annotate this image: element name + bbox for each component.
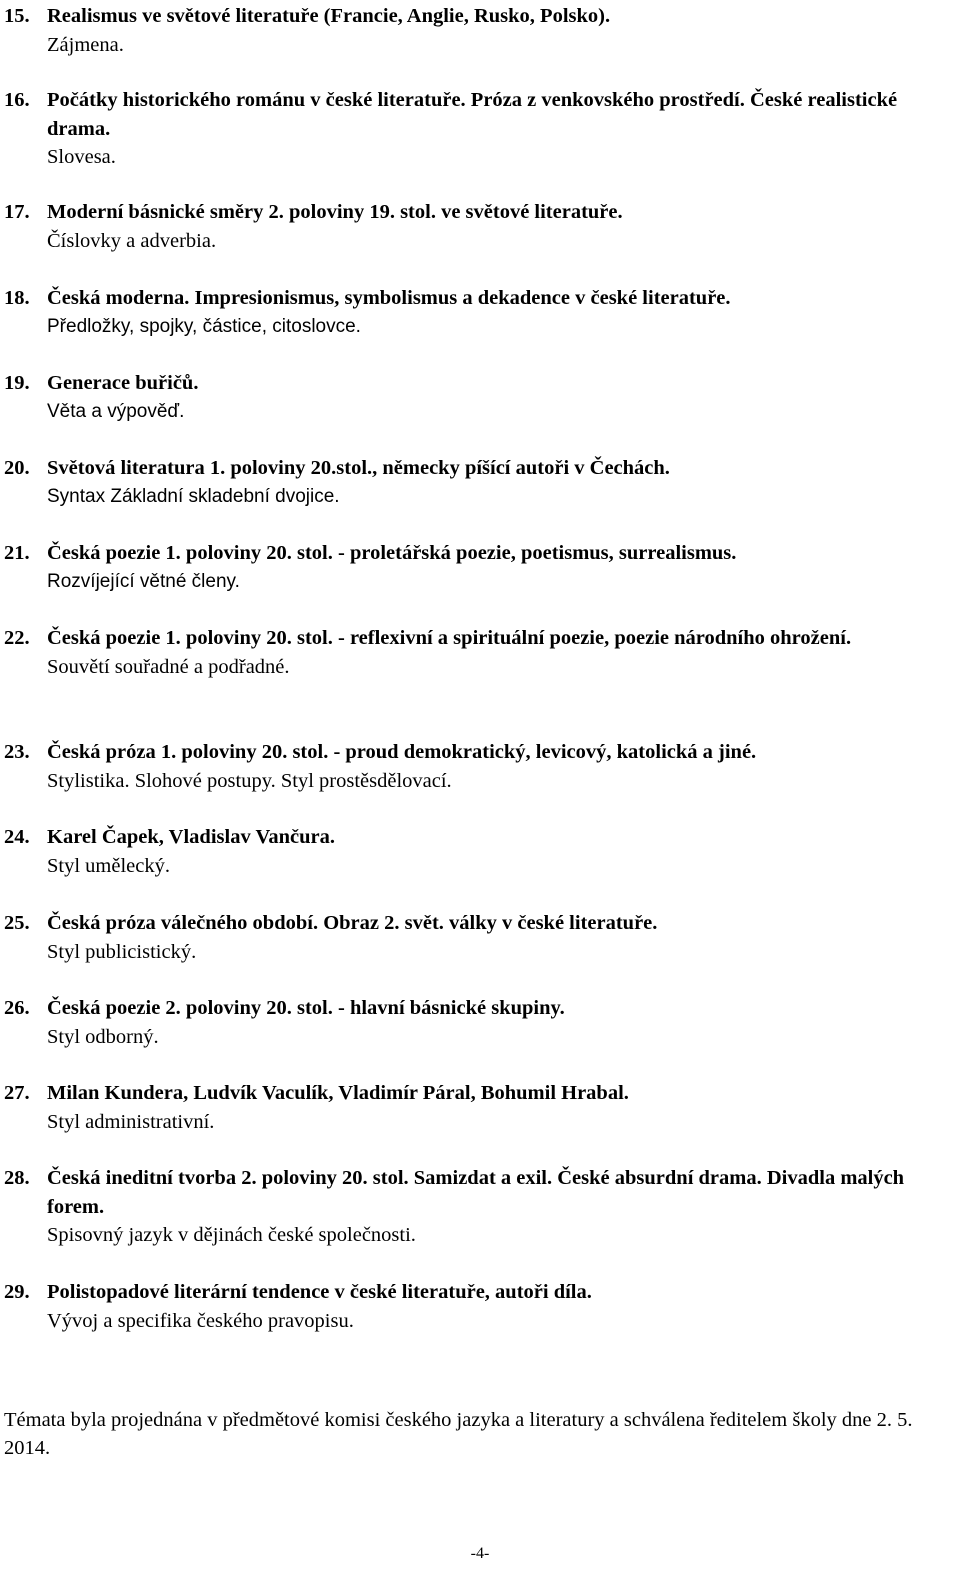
- topic-number: 15.: [4, 5, 30, 27]
- topic-title: Česká próza válečného období. Obraz 2. svět. války v české literatuře.: [47, 912, 658, 934]
- topic-item: [4, 909, 954, 966]
- topic-item: [4, 284, 954, 341]
- topic-item: [4, 86, 954, 172]
- topic-subtopic: Styl administrativní.: [47, 1110, 215, 1133]
- topic-number: 25.: [4, 912, 30, 934]
- topic-number: 27.: [4, 1082, 30, 1104]
- topic-item: [4, 624, 954, 681]
- topic-title: Milan Kundera, Ludvík Vaculík, Vladimír Páral, Bohumil Hrabal.: [47, 1082, 629, 1104]
- topic-title: Česká moderna. Impresionismus, symbolismus a dekadence v české literatuře.: [47, 287, 731, 309]
- topic-item: [4, 2, 954, 59]
- topic-subtopic: Rozvíjející větné členy.: [47, 570, 240, 592]
- topic-title: Karel Čapek, Vladislav Vančura.: [47, 826, 336, 848]
- topic-number: 28.: [4, 1167, 30, 1189]
- topic-item: [4, 198, 954, 255]
- topic-number: 19.: [4, 372, 30, 394]
- topic-title: Česká poezie 1. poloviny 20. stol. - proletářská poezie, poetismus, surrealismus.: [47, 542, 737, 564]
- topic-title: Česká próza 1. poloviny 20. stol. - proud demokratický, levicový, katolická a jiné.: [47, 741, 757, 763]
- topic-subtopic: Předložky, spojky, částice, citoslovce.: [47, 315, 361, 337]
- topic-title: Česká ineditní tvorba 2. poloviny 20. stol. Samizdat a exil. České absurdní drama. Divadla malých forem.: [47, 1167, 905, 1218]
- topic-item: [4, 454, 954, 511]
- topic-number: 16.: [4, 89, 30, 111]
- topic-item: [4, 1278, 954, 1335]
- topic-item: [4, 1079, 954, 1136]
- topic-title: Polistopadové literární tendence v české literatuře, autoři díla.: [47, 1281, 592, 1303]
- topic-subtopic: Styl umělecký.: [47, 854, 170, 877]
- topic-title: Česká poezie 2. poloviny 20. stol. - hlavní básnické skupiny.: [47, 997, 565, 1019]
- topic-subtopic: Slovesa.: [47, 146, 116, 168]
- topic-title: Světová literatura 1. poloviny 20.stol., německy píšící autoři v Čechách.: [47, 457, 670, 479]
- topic-title: Moderní básnické směry 2. poloviny 19. stol. ve světové literatuře.: [47, 201, 623, 223]
- topic-subtopic: Zájmena.: [47, 33, 124, 56]
- page-number: -4-: [470, 1545, 490, 1562]
- topic-title: Počátky historického románu v české literatuře. Próza z venkovského prostředí. České realistické drama.: [47, 89, 898, 140]
- topic-subtopic: Spisovný jazyk v dějinách české společnosti.: [47, 1224, 416, 1246]
- topic-item: [4, 1164, 954, 1250]
- topic-number: 18.: [4, 287, 30, 309]
- topic-subtopic: Vývoj a specifika českého pravopisu.: [47, 1309, 354, 1332]
- topic-number: 23.: [4, 741, 30, 763]
- topic-title: Realismus ve světové literatuře (Francie, Anglie, Rusko, Polsko).: [47, 5, 611, 27]
- topic-number: 24.: [4, 826, 30, 848]
- topic-item: [4, 994, 954, 1051]
- topic-number: 29.: [4, 1281, 30, 1303]
- topic-item: [4, 823, 954, 880]
- topic-number: 17.: [4, 201, 30, 223]
- topic-item: [4, 738, 954, 795]
- topic-title: Česká poezie 1. poloviny 20. stol. - reflexivní a spirituální poezie, poezie národního ohrožení.: [47, 627, 852, 649]
- approval-note: Témata byla projednána v předmětové komisi českého jazyka a literatury a schválena ředitelem školy dne 2. 5. 2014.: [4, 1409, 913, 1459]
- topic-number: 20.: [4, 457, 30, 479]
- topic-subtopic: Syntax Základní skladební dvojice.: [47, 485, 340, 507]
- topic-number: 26.: [4, 997, 30, 1019]
- topic-number: 22.: [4, 627, 30, 649]
- topic-subtopic: Věta a výpověď.: [47, 400, 185, 422]
- topic-item: [4, 369, 954, 426]
- topic-title: Generace buřičů.: [47, 372, 199, 394]
- topic-subtopic: Souvětí souřadné a podřadné.: [47, 655, 290, 678]
- topic-subtopic: Stylistika. Slohové postupy. Styl prostěsdělovací.: [47, 769, 452, 792]
- topic-number: 21.: [4, 542, 30, 564]
- topic-item: [4, 539, 954, 596]
- topic-subtopic: Styl odborný.: [47, 1025, 159, 1048]
- topic-subtopic: Číslovky a adverbia.: [47, 229, 217, 252]
- topic-subtopic: Styl publicistický.: [47, 940, 197, 963]
